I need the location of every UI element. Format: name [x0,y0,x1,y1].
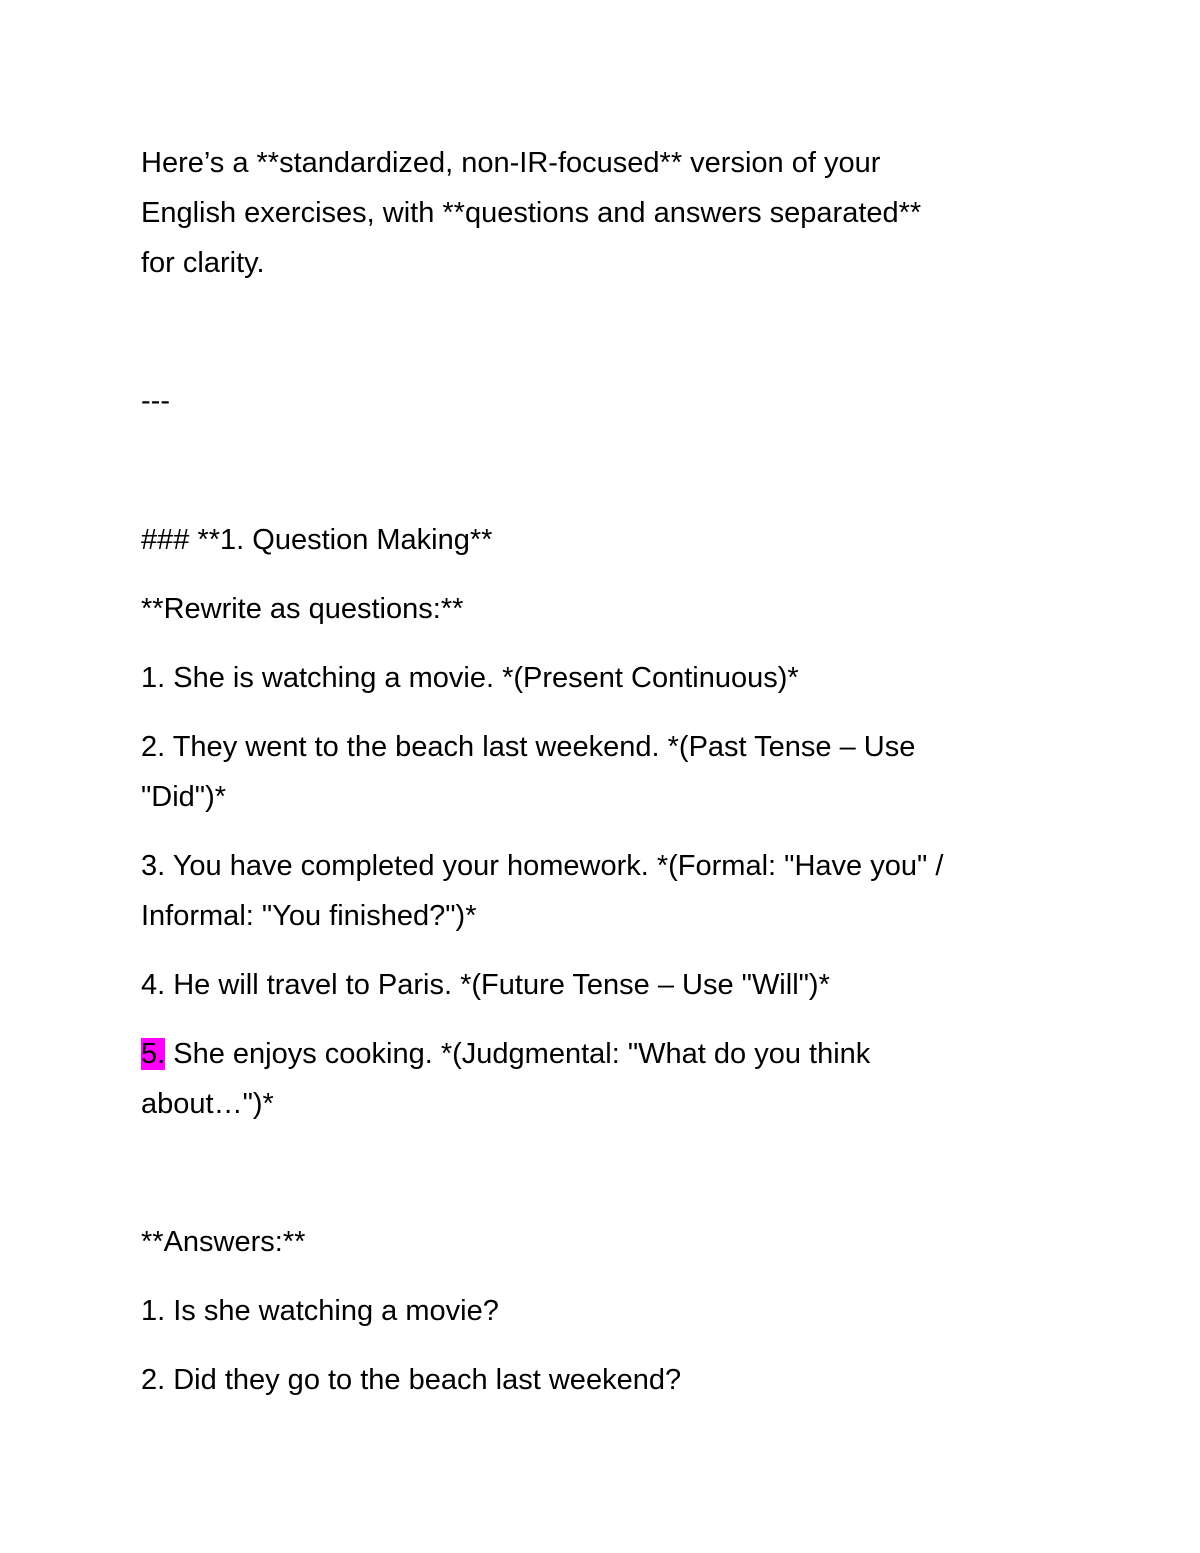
question-5-text: She enjoys cooking. *(Judgmental: "What do you think [165,1038,871,1070]
answer-1: 1. Is she watching a movie? [141,1295,499,1327]
rewrite-heading: **Rewrite as questions:** [141,593,464,625]
question-3-line-2: Informal: "You finished?")* [141,900,477,932]
question-1: 1. She is watching a movie. *(Present Continuous)* [141,662,799,694]
intro-line-1: Here’s a **standardized, non-IR-focused** version of your [141,147,881,179]
question-4: 4. He will travel to Paris. *(Future Tense – Use "Will")* [141,969,830,1001]
question-2-line-1: 2. They went to the beach last weekend. *(Past Tense – Use [141,731,916,763]
section-heading: ### **1. Question Making** [141,524,493,556]
question-5-line-1 [141,1036,1081,1072]
separator: --- [141,385,170,417]
question-3-line-1: 3. You have completed your homework. *(Formal: "Have you" / [141,850,944,882]
question-5-number-highlight: 5. [141,1038,166,1070]
question-2-line-2: "Did")* [141,781,227,813]
intro-line-3: for clarity. [141,247,265,279]
answer-2: 2. Did they go to the beach last weekend? [141,1364,682,1396]
intro-line-2: English exercises, with **questions and answers separated** [141,197,922,229]
answers-heading: **Answers:** [141,1226,306,1258]
question-5-line-2: about…")* [141,1088,274,1120]
